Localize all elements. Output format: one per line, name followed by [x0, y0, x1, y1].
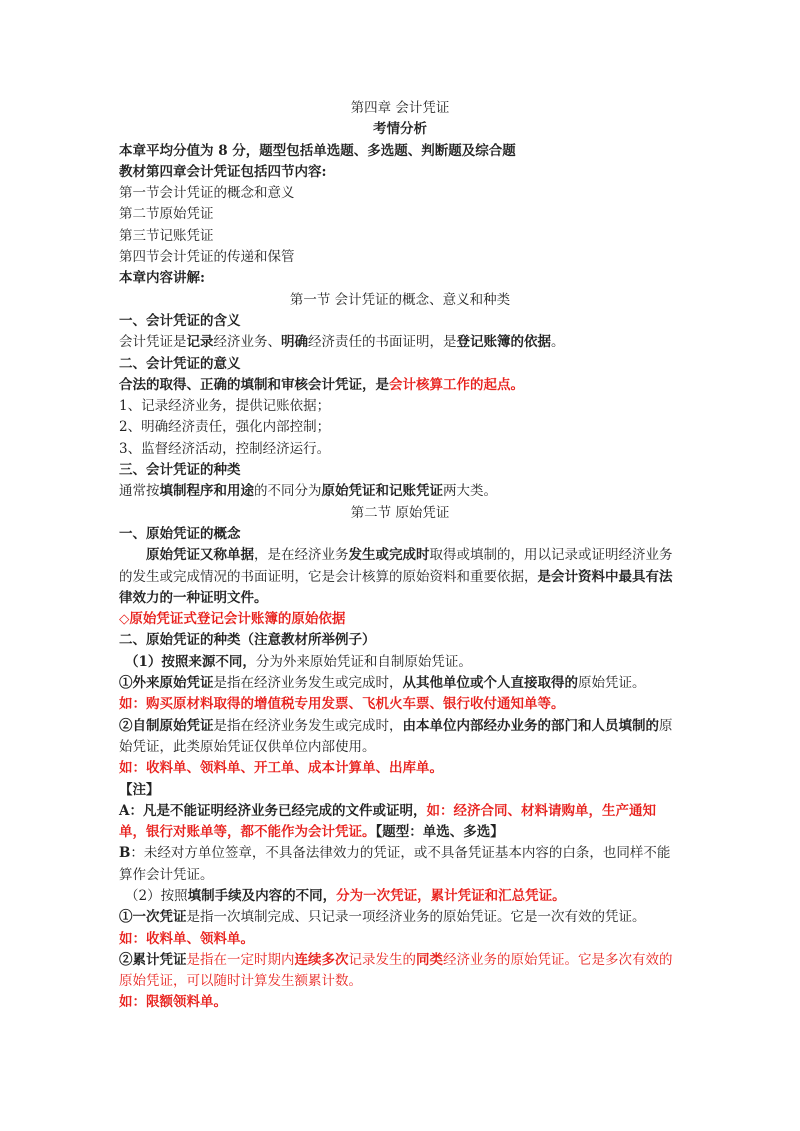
external-example: 如：购买原材料取得的增值税专用发票、飞机火车票、银行收付通知单等。 — [119, 696, 565, 713]
section1-title: 第一节 会计凭证的概念、意义和种类 — [289, 291, 511, 308]
heading: 三、会计凭证的种类 — [119, 462, 241, 479]
concept-paragraph: 原始凭证又称单据，是在经济业务发生或完成时取得或填制的，用以记录或证明经济业务的发生或完成情况的书面证明，它是会计核算的原始资料和重要依据，是会计资料中最具有法律效力的一种证明文件。 — [119, 547, 673, 606]
section-list-item: 第二节原始凭证 — [119, 206, 214, 223]
self-made-example: 如：收料单、领料单、开工单、成本计算单、出库单。 — [119, 760, 443, 777]
external-voucher: ①外来原始凭证是指在经济业务发生或完成时，从其他单位或个人直接取得的原始凭证。 — [119, 675, 646, 692]
definition-paragraph: 会计凭证是记录经济业务、明确经济责任的书面证明，是登记账簿的依据。 — [119, 334, 565, 351]
section-list-item: 第三节记账凭证 — [119, 227, 214, 244]
note-a: A：凡是不能证明经济业务已经完成的文件或证明，如：经济合同、材料请购单，生产通知单，银行对账单等，都不能作为会计凭证。【题型：单选、多选】 — [119, 802, 656, 841]
content-label: 本章内容讲解: — [119, 270, 205, 287]
one-time-voucher: ①一次凭证是指一次填制完成、只记录一项经济业务的原始凭证。它是一次有效的凭证。 — [119, 909, 646, 926]
sections-intro: 教材第四章会计凭证包括四节内容: — [119, 163, 327, 180]
types-paragraph: 通常按填制程序和用途的不同分为原始凭证和记账凭证两大类。 — [119, 483, 497, 500]
diamond-note: ◇原始凭证式登记会计账簿的原始依据 — [119, 611, 346, 628]
cumulative-voucher: ②累计凭证是指在一定时期内连续多次记录发生的同类经济业务的原始凭证。它是多次有效的原始凭证，可以随时计算发生额累计数。 — [119, 951, 673, 990]
meaning-point: 2、明确经济责任，强化内部控制； — [119, 419, 331, 436]
heading: 一、会计凭证的含义 — [119, 312, 241, 329]
classification-2: （2）按照填制手续及内容的不同，分为一次凭证，累计凭证和汇总凭证。 — [125, 887, 566, 904]
note-label: 【注】 — [119, 781, 160, 798]
section-list-item: 第四节会计凭证的传递和保管 — [119, 249, 295, 266]
self-made-voucher: ②自制原始凭证是指在经济业务发生或完成时，由本单位内部经办业务的部门和人员填制的原始凭证，此类原始凭证仅供单位内部使用。 — [119, 717, 673, 755]
chapter-title: 第四章 会计凭证 — [350, 100, 450, 116]
analysis-title: 考情分析 — [373, 121, 427, 138]
meaning-paragraph: 合法的取得、正确的填制和审核会计凭证，是会计核算工作的起点。 — [119, 376, 524, 393]
meaning-point: 3、监督经济活动，控制经济运行。 — [119, 440, 331, 457]
heading: 二、会计凭证的意义 — [119, 355, 241, 372]
heading: 一、原始凭证的概念 — [119, 525, 241, 542]
heading: 二、原始凭证的种类（注意教材所举例子） — [119, 632, 376, 649]
classification-1: （1）按照来源不同，分为外来原始凭证和自制原始凭证。 — [125, 653, 472, 670]
one-time-example: 如：收料单、领料单。 — [119, 930, 254, 947]
document-page — [119, 98, 681, 1014]
section2-title: 第二节 原始凭证 — [350, 504, 450, 521]
cumulative-example: 如：限额领料单。 — [119, 994, 227, 1011]
score-line: 本章平均分值为 8 分，题型包括单选题、多选题、判断题及综合题 — [119, 142, 516, 159]
section-list-item: 第一节会计凭证的概念和意义 — [119, 185, 295, 202]
meaning-point: 1、记录经济业务，提供记账依据； — [119, 398, 331, 415]
note-b: B：未经对方单位签章，不具备法律效力的凭证，或不具备凭证基本内容的白条，也同样不能算作会计凭证。 — [119, 845, 671, 883]
